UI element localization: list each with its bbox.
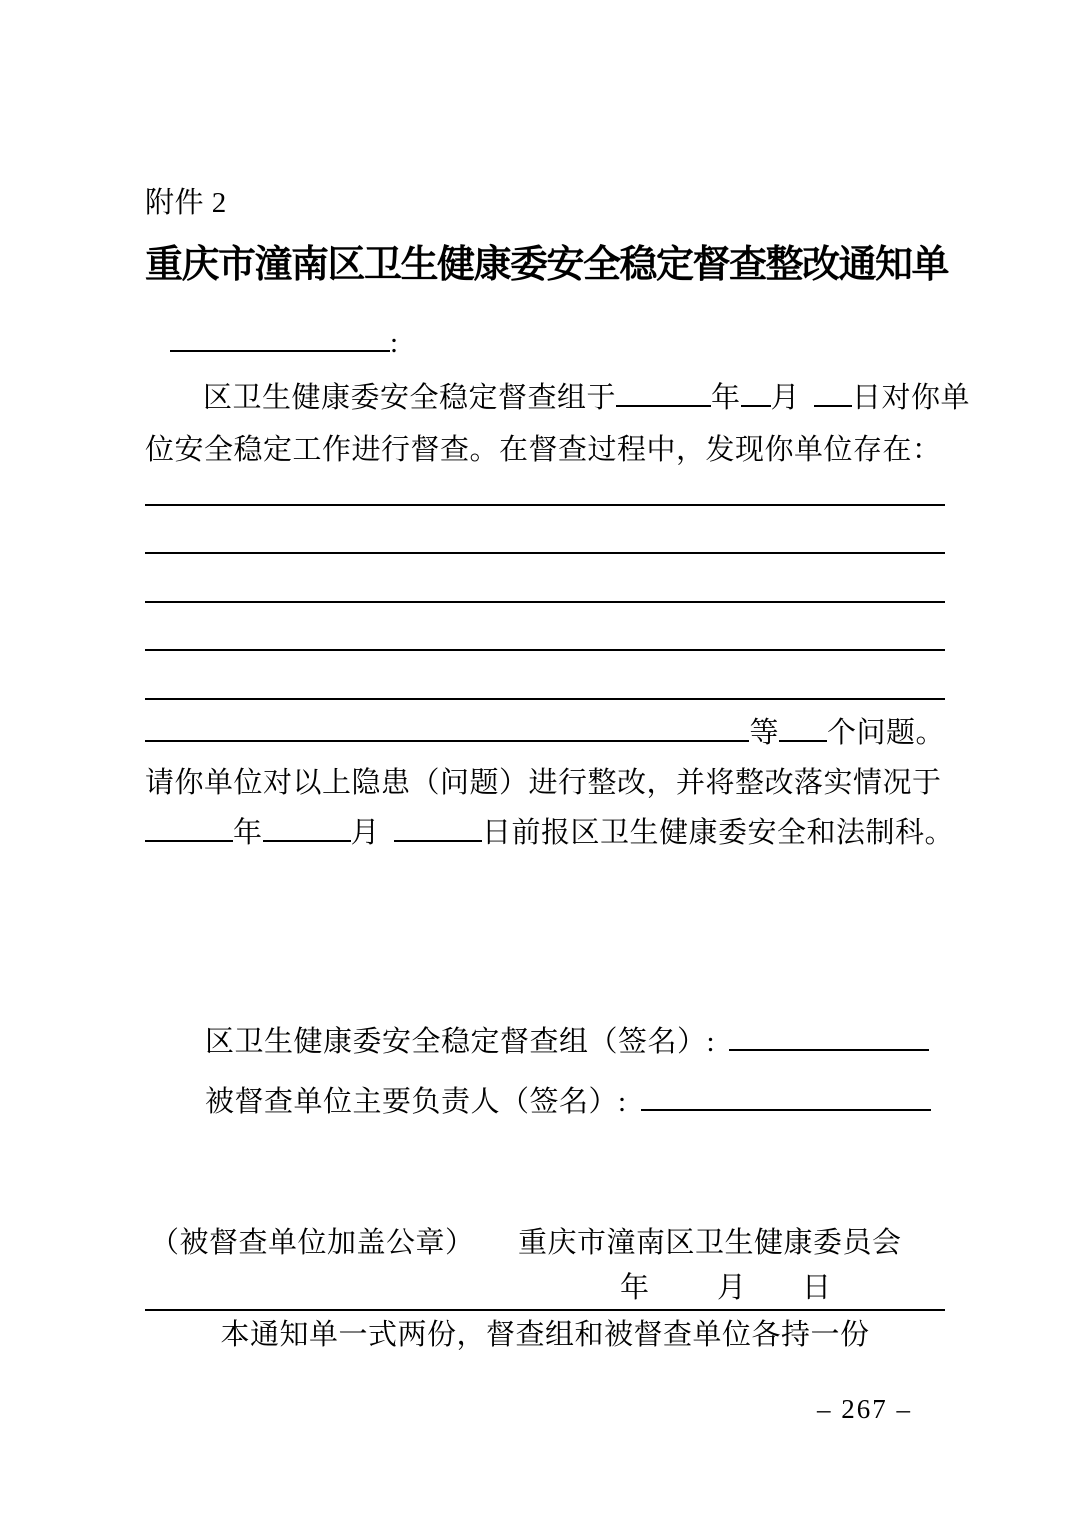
document-content: [145, 0, 971, 1520]
fill-in-line-3: [145, 601, 945, 603]
p1-day-blank: [814, 402, 852, 407]
fill-in-line-4: [145, 649, 945, 651]
problems-tail-text: 个问题。: [826, 717, 945, 749]
paragraph2-line1: 请你单位对以上隐患（问题）进行整改，并将整改落实情况于: [145, 767, 942, 799]
attachment-label: 附件 2: [145, 187, 227, 219]
p1-month-label: 月: [770, 382, 801, 414]
document-title: 重庆市潼南区卫生健康委安全稳定督查整改通知单: [145, 244, 949, 286]
paragraph2-line2: [145, 816, 954, 850]
paragraph1-line2: 位安全稳定工作进行督查。在督查过程中，发现你单位存在：: [145, 434, 942, 466]
paragraph1-line1: [203, 381, 970, 415]
inspection-team-label: 区卫生健康委安全稳定督查组（签名）:: [205, 1026, 716, 1058]
problems-count-blank: [779, 737, 827, 742]
seal-note: （被督查单位加盖公章）: [150, 1227, 475, 1259]
p1-day-tail-text: 日对你单: [852, 382, 971, 414]
footer-divider: [145, 1309, 945, 1311]
fill-in-line-1: [145, 504, 945, 506]
signature-line-inspection-team: [205, 1025, 929, 1059]
p2-year-label: 年: [233, 817, 263, 849]
signature-line-unit-head: [205, 1085, 931, 1119]
fill-in-line-5: [145, 698, 945, 700]
p1-year-blank: [616, 402, 711, 407]
committee-name: 重庆市潼南区卫生健康委员会: [518, 1227, 902, 1259]
p2-month-blank: [263, 837, 351, 842]
date-year-label: 年: [620, 1272, 650, 1304]
p2-year-blank: [145, 837, 233, 842]
problems-long-blank: [145, 737, 749, 742]
addressee-blank: [170, 347, 390, 352]
addressee-line: [170, 326, 399, 360]
date-day-label: 日: [802, 1272, 832, 1304]
fill-in-line-2: [145, 552, 945, 554]
p1-month-blank: [741, 402, 771, 407]
date-month-label: 月: [717, 1272, 747, 1304]
problems-etc-text: 等: [749, 717, 779, 749]
unit-head-signature-blank: [641, 1106, 931, 1111]
copies-note: 本通知单一式两份，督查组和被督查单位各持一份: [220, 1319, 870, 1351]
date-row: [145, 1271, 945, 1305]
inspection-team-signature-blank: [729, 1046, 929, 1051]
page-number: – 267 –: [817, 1394, 912, 1424]
fill-in-line-6: [145, 716, 945, 750]
p2-day-tail-text: 日前报区卫生健康委安全和法制科。: [482, 817, 955, 849]
p2-month-label: 月: [350, 817, 381, 849]
addressee-colon: :: [390, 327, 399, 359]
unit-head-label: 被督查单位主要负责人（签名）:: [205, 1086, 627, 1118]
p1-year-label: 年: [711, 382, 741, 414]
p1-intro-text: 区卫生健康委安全稳定督查组于: [203, 382, 617, 414]
p2-day-blank: [394, 837, 482, 842]
